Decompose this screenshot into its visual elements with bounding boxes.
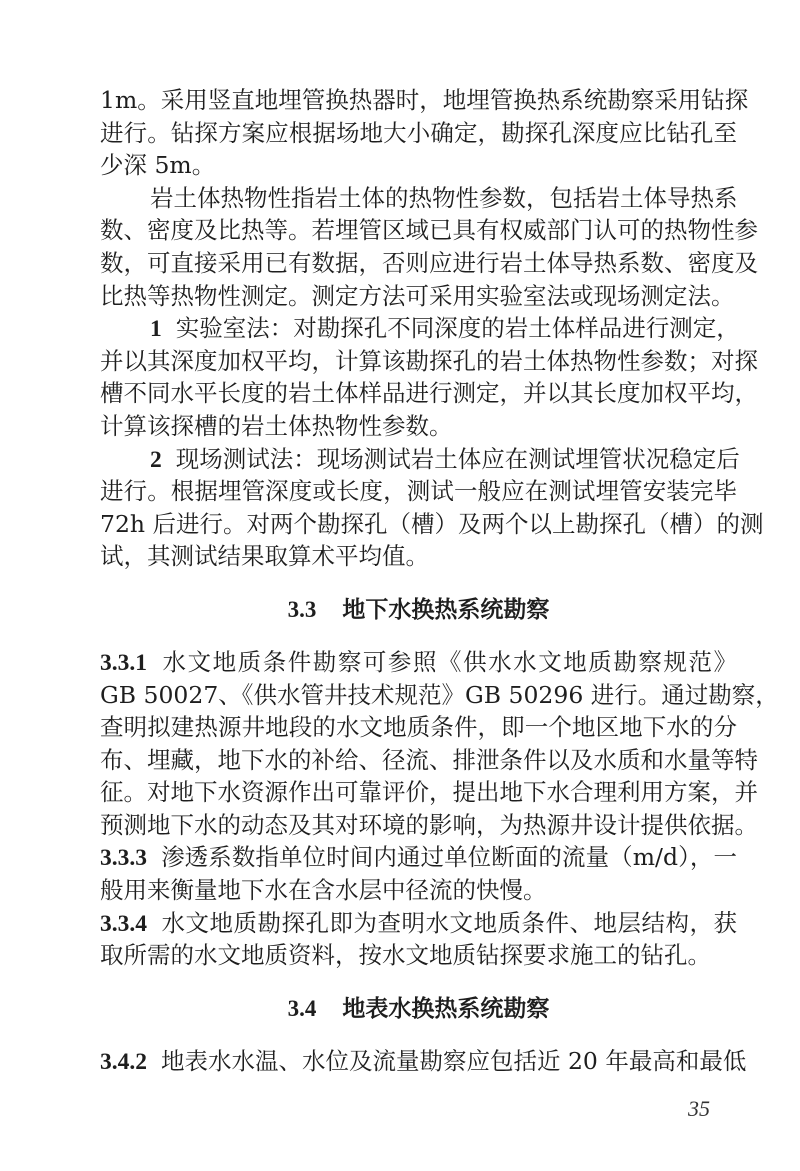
- clause-number: 1: [150, 316, 162, 343]
- clause-number: 3.3.1: [100, 649, 147, 676]
- clause-paragraph: [100, 841, 737, 906]
- text-line: [100, 540, 737, 573]
- section-heading: [100, 993, 737, 1025]
- text-line: [100, 809, 758, 842]
- text-line: [100, 149, 737, 182]
- clause-number: 2: [150, 446, 162, 473]
- text-line: [100, 117, 737, 150]
- line-text: 72h 后进行。对两个勘探孔（槽）及两个以上勘探孔（槽）的测: [100, 509, 764, 538]
- text-line: [100, 312, 740, 345]
- line-text: 1m。采用竖直地埋管换热器时，地埋管换热系统勘察采用钻探: [100, 86, 749, 114]
- section-title: 地下水换热系统勘察: [342, 595, 550, 623]
- document-body: [100, 84, 779, 1077]
- line-text: 数、密度及比热等。若埋管区域已具有权威部门认可的热物性参: [100, 216, 758, 245]
- text-line: [100, 874, 737, 907]
- line-text: 地表水水温、水位及流量勘察应包括近 20 年最高和最低: [161, 1046, 747, 1075]
- line-text: 试，其测试结果取算术平均值。: [100, 542, 429, 571]
- line-text: 现场测试法：现场测试岩土体应在测试埋管状况稳定后: [175, 444, 740, 473]
- line-text: 数，可直接采用已有数据，否则应进行岩土体导热系数、密度及: [100, 248, 758, 277]
- line-text: 比热等热物性测定。测定方法可采用实验室法或现场测定法。: [100, 281, 735, 310]
- text-line: [100, 247, 758, 280]
- section-heading: [100, 594, 737, 626]
- paragraph: [100, 182, 758, 312]
- line-text: 般用来衡量地下水在含水层中径流的快慢。: [100, 876, 547, 905]
- text-line: [100, 907, 737, 940]
- text-line: [100, 182, 737, 215]
- text-line: [100, 345, 758, 378]
- line-text: 布、埋藏，地下水的补给、径流、排泄条件以及水质和水量等特: [100, 745, 758, 774]
- text-line: [100, 776, 758, 809]
- text-line: [100, 939, 737, 972]
- text-line: [100, 410, 737, 443]
- line-text: 征。对地下水资源作出可靠评价，提出地下水合理利用方案，并: [100, 778, 758, 807]
- paragraph: [100, 84, 749, 182]
- text-line: [100, 841, 737, 874]
- line-text: 实验室法：对勘探孔不同深度的岩土体样品进行测定，: [175, 314, 740, 343]
- text-line: [100, 744, 758, 777]
- line-text: 岩土体热物性指岩土体的热物性参数，包括岩土体导热系: [150, 183, 738, 212]
- clause-paragraph: [100, 907, 737, 972]
- section-title: 地表水换热系统勘察: [342, 994, 550, 1022]
- text-line: [100, 280, 737, 313]
- clause-number: 3.3.3: [100, 845, 147, 872]
- page-number: 35: [688, 1096, 710, 1121]
- section-number: 3.4: [287, 995, 317, 1021]
- line-text: 进行。根据埋管深度或长度，测试一般应在测试埋管安装完毕: [100, 477, 737, 506]
- line-text: 水文地质条件勘察可参照《供水水文地质勘察规范》: [161, 647, 737, 676]
- clause-paragraph: [100, 1045, 747, 1078]
- clause-paragraph: [100, 443, 764, 573]
- text-line: [100, 1045, 747, 1078]
- line-text: 水文地质勘探孔即为查明水文地质条件、地层结构，获: [161, 908, 737, 937]
- line-text: 计算该探槽的岩土体热物性参数。: [100, 411, 453, 440]
- line-text: 查明拟建热源井地段的水文地质条件，即一个地区地下水的分: [100, 713, 737, 742]
- text-line: [100, 679, 779, 712]
- text-line: [100, 711, 737, 744]
- section-number: 3.3: [287, 596, 317, 622]
- clause-paragraph: [100, 646, 779, 842]
- line-text: 进行。钻探方案应根据场地大小确定，勘探孔深度应比钻孔至: [100, 118, 737, 147]
- line-text: 取所需的水文地质资料，按水文地质钻探要求施工的钻孔。: [100, 941, 711, 970]
- line-text: 预测地下水的动态及其对环境的影响，为热源井设计提供依据。: [100, 810, 758, 839]
- line-text: GB 50027、《供水管井技术规范》GB 50296 进行。通过勘察，: [100, 680, 779, 709]
- text-line: [100, 508, 764, 541]
- text-line: [100, 214, 758, 247]
- clause-number: 3.3.4: [100, 910, 147, 937]
- line-text: 渗透系数指单位时间内通过单位断面的流量（m/d），一: [161, 843, 737, 872]
- line-text: 并以其深度加权平均，计算该勘探孔的岩土体热物性参数；对探: [100, 346, 758, 375]
- line-text: 少深 5m。: [100, 151, 216, 180]
- text-line: [100, 443, 740, 476]
- text-line: [100, 646, 737, 679]
- line-text: 槽不同水平长度的岩土体样品进行测定，并以其长度加权平均，: [100, 379, 758, 408]
- clause-number: 3.4.2: [100, 1048, 147, 1075]
- text-line: [100, 377, 758, 410]
- clause-paragraph: [100, 312, 758, 442]
- text-line: [100, 84, 749, 117]
- text-line: [100, 475, 737, 508]
